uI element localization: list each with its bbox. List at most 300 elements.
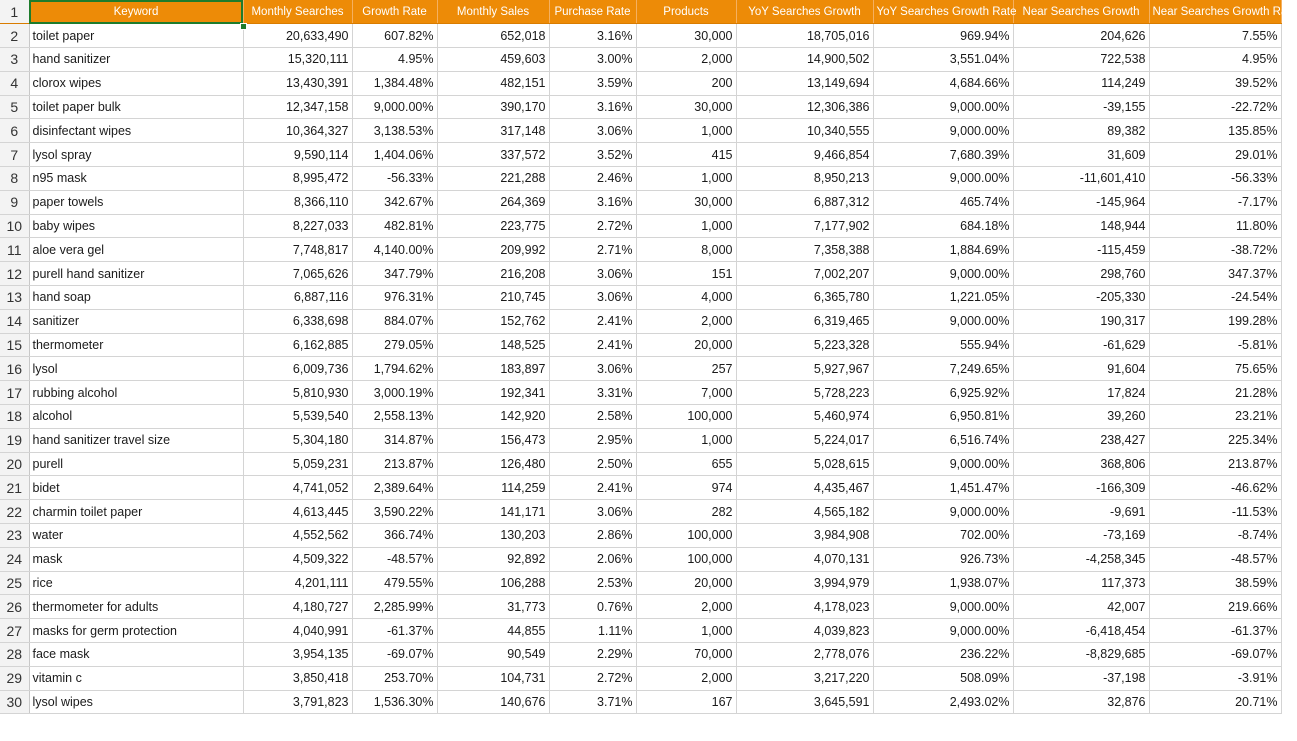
cell-growth-rate[interactable]: 482.81% bbox=[352, 214, 437, 238]
cell-yoy-searches-growth[interactable]: 6,319,465 bbox=[736, 309, 873, 333]
cell-near-searches-growth[interactable]: -9,691 bbox=[1013, 500, 1149, 524]
cell-yoy-searches-growth[interactable]: 6,887,312 bbox=[736, 190, 873, 214]
cell-growth-rate[interactable]: 2,558.13% bbox=[352, 405, 437, 429]
cell-keyword[interactable]: bidet bbox=[29, 476, 243, 500]
cell-yoy-searches-growth[interactable]: 5,927,967 bbox=[736, 357, 873, 381]
cell-keyword[interactable]: lysol wipes bbox=[29, 690, 243, 714]
row-number[interactable]: 24 bbox=[0, 547, 29, 571]
header-monthly-searches[interactable]: Monthly Searches bbox=[243, 0, 352, 24]
cell-keyword[interactable]: toilet paper bbox=[29, 24, 243, 48]
cell-near-searches-growth-rate[interactable]: 7.55% bbox=[1149, 24, 1281, 48]
row-number[interactable]: 8 bbox=[0, 167, 29, 191]
row-number[interactable]: 1 bbox=[0, 0, 29, 24]
cell-growth-rate[interactable]: 253.70% bbox=[352, 666, 437, 690]
cell-products[interactable]: 2,000 bbox=[636, 666, 736, 690]
cell-near-searches-growth-rate[interactable]: 20.71% bbox=[1149, 690, 1281, 714]
row-number[interactable]: 6 bbox=[0, 119, 29, 143]
cell-near-searches-growth[interactable]: -145,964 bbox=[1013, 190, 1149, 214]
cell-yoy-searches-growth[interactable]: 12,306,386 bbox=[736, 95, 873, 119]
cell-near-searches-growth-rate[interactable]: 135.85% bbox=[1149, 119, 1281, 143]
cell-near-searches-growth-rate[interactable]: 199.28% bbox=[1149, 309, 1281, 333]
cell-purchase-rate[interactable]: 2.29% bbox=[549, 643, 636, 667]
cell-monthly-sales[interactable]: 152,762 bbox=[437, 309, 549, 333]
cell-monthly-searches[interactable]: 4,509,322 bbox=[243, 547, 352, 571]
row-number[interactable]: 17 bbox=[0, 381, 29, 405]
cell-products[interactable]: 974 bbox=[636, 476, 736, 500]
cell-keyword[interactable]: lysol spray bbox=[29, 143, 243, 167]
cell-monthly-searches[interactable]: 6,338,698 bbox=[243, 309, 352, 333]
cell-products[interactable]: 20,000 bbox=[636, 333, 736, 357]
cell-monthly-searches[interactable]: 4,201,111 bbox=[243, 571, 352, 595]
cell-growth-rate[interactable]: 1,384.48% bbox=[352, 71, 437, 95]
cell-monthly-sales[interactable]: 183,897 bbox=[437, 357, 549, 381]
cell-products[interactable]: 257 bbox=[636, 357, 736, 381]
cell-yoy-searches-growth-rate[interactable]: 9,000.00% bbox=[873, 95, 1013, 119]
cell-monthly-searches[interactable]: 8,366,110 bbox=[243, 190, 352, 214]
cell-near-searches-growth-rate[interactable]: 75.65% bbox=[1149, 357, 1281, 381]
cell-keyword[interactable]: n95 mask bbox=[29, 167, 243, 191]
header-growth-rate[interactable]: Growth Rate bbox=[352, 0, 437, 24]
cell-near-searches-growth-rate[interactable]: -48.57% bbox=[1149, 547, 1281, 571]
cell-keyword[interactable]: thermometer bbox=[29, 333, 243, 357]
cell-purchase-rate[interactable]: 3.16% bbox=[549, 190, 636, 214]
cell-monthly-sales[interactable]: 114,259 bbox=[437, 476, 549, 500]
cell-monthly-sales[interactable]: 141,171 bbox=[437, 500, 549, 524]
cell-near-searches-growth[interactable]: -61,629 bbox=[1013, 333, 1149, 357]
cell-yoy-searches-growth[interactable]: 5,460,974 bbox=[736, 405, 873, 429]
cell-growth-rate[interactable]: 976.31% bbox=[352, 286, 437, 310]
cell-yoy-searches-growth-rate[interactable]: 9,000.00% bbox=[873, 452, 1013, 476]
row-number[interactable]: 10 bbox=[0, 214, 29, 238]
cell-near-searches-growth[interactable]: 238,427 bbox=[1013, 428, 1149, 452]
cell-products[interactable]: 30,000 bbox=[636, 95, 736, 119]
cell-near-searches-growth[interactable]: 91,604 bbox=[1013, 357, 1149, 381]
cell-keyword[interactable]: rubbing alcohol bbox=[29, 381, 243, 405]
cell-monthly-searches[interactable]: 12,347,158 bbox=[243, 95, 352, 119]
cell-monthly-searches[interactable]: 4,741,052 bbox=[243, 476, 352, 500]
cell-monthly-sales[interactable]: 652,018 bbox=[437, 24, 549, 48]
cell-monthly-searches[interactable]: 13,430,391 bbox=[243, 71, 352, 95]
row-number[interactable]: 26 bbox=[0, 595, 29, 619]
cell-purchase-rate[interactable]: 3.06% bbox=[549, 262, 636, 286]
cell-purchase-rate[interactable]: 0.76% bbox=[549, 595, 636, 619]
cell-products[interactable]: 2,000 bbox=[636, 309, 736, 333]
cell-near-searches-growth[interactable]: -205,330 bbox=[1013, 286, 1149, 310]
cell-monthly-searches[interactable]: 20,633,490 bbox=[243, 24, 352, 48]
cell-keyword[interactable]: hand sanitizer bbox=[29, 48, 243, 72]
cell-yoy-searches-growth-rate[interactable]: 969.94% bbox=[873, 24, 1013, 48]
cell-products[interactable]: 4,000 bbox=[636, 286, 736, 310]
cell-monthly-sales[interactable]: 31,773 bbox=[437, 595, 549, 619]
cell-monthly-sales[interactable]: 390,170 bbox=[437, 95, 549, 119]
cell-products[interactable]: 30,000 bbox=[636, 24, 736, 48]
cell-keyword[interactable]: water bbox=[29, 524, 243, 548]
cell-monthly-sales[interactable]: 104,731 bbox=[437, 666, 549, 690]
header-purchase-rate[interactable]: Purchase Rate bbox=[549, 0, 636, 24]
cell-near-searches-growth[interactable]: 722,538 bbox=[1013, 48, 1149, 72]
cell-monthly-searches[interactable]: 3,954,135 bbox=[243, 643, 352, 667]
cell-yoy-searches-growth-rate[interactable]: 555.94% bbox=[873, 333, 1013, 357]
cell-yoy-searches-growth[interactable]: 3,217,220 bbox=[736, 666, 873, 690]
cell-monthly-sales[interactable]: 192,341 bbox=[437, 381, 549, 405]
cell-near-searches-growth-rate[interactable]: 29.01% bbox=[1149, 143, 1281, 167]
cell-growth-rate[interactable]: 279.05% bbox=[352, 333, 437, 357]
cell-monthly-sales[interactable]: 209,992 bbox=[437, 238, 549, 262]
row-number[interactable]: 15 bbox=[0, 333, 29, 357]
cell-near-searches-growth-rate[interactable]: -11.53% bbox=[1149, 500, 1281, 524]
cell-purchase-rate[interactable]: 3.00% bbox=[549, 48, 636, 72]
cell-monthly-searches[interactable]: 7,065,626 bbox=[243, 262, 352, 286]
cell-yoy-searches-growth[interactable]: 5,224,017 bbox=[736, 428, 873, 452]
row-number[interactable]: 3 bbox=[0, 48, 29, 72]
cell-keyword[interactable]: vitamin c bbox=[29, 666, 243, 690]
cell-monthly-searches[interactable]: 3,850,418 bbox=[243, 666, 352, 690]
cell-near-searches-growth[interactable]: -8,829,685 bbox=[1013, 643, 1149, 667]
cell-monthly-searches[interactable]: 5,059,231 bbox=[243, 452, 352, 476]
cell-keyword[interactable]: lysol bbox=[29, 357, 243, 381]
cell-purchase-rate[interactable]: 3.16% bbox=[549, 95, 636, 119]
cell-monthly-searches[interactable]: 6,009,736 bbox=[243, 357, 352, 381]
cell-monthly-searches[interactable]: 15,320,111 bbox=[243, 48, 352, 72]
cell-near-searches-growth[interactable]: -39,155 bbox=[1013, 95, 1149, 119]
cell-near-searches-growth[interactable]: 148,944 bbox=[1013, 214, 1149, 238]
cell-monthly-searches[interactable]: 6,887,116 bbox=[243, 286, 352, 310]
cell-products[interactable]: 282 bbox=[636, 500, 736, 524]
row-number[interactable]: 7 bbox=[0, 143, 29, 167]
row-number[interactable]: 5 bbox=[0, 95, 29, 119]
cell-purchase-rate[interactable]: 2.50% bbox=[549, 452, 636, 476]
cell-purchase-rate[interactable]: 2.53% bbox=[549, 571, 636, 595]
cell-near-searches-growth[interactable]: -6,418,454 bbox=[1013, 619, 1149, 643]
cell-monthly-searches[interactable]: 9,590,114 bbox=[243, 143, 352, 167]
cell-yoy-searches-growth-rate[interactable]: 508.09% bbox=[873, 666, 1013, 690]
cell-growth-rate[interactable]: -61.37% bbox=[352, 619, 437, 643]
cell-near-searches-growth-rate[interactable]: 219.66% bbox=[1149, 595, 1281, 619]
cell-near-searches-growth[interactable]: 114,249 bbox=[1013, 71, 1149, 95]
cell-purchase-rate[interactable]: 2.86% bbox=[549, 524, 636, 548]
cell-yoy-searches-growth-rate[interactable]: 6,925.92% bbox=[873, 381, 1013, 405]
cell-monthly-sales[interactable]: 210,745 bbox=[437, 286, 549, 310]
cell-yoy-searches-growth-rate[interactable]: 9,000.00% bbox=[873, 262, 1013, 286]
header-yoy-searches-growth-rate[interactable]: YoY Searches Growth Rate bbox=[873, 0, 1013, 24]
cell-yoy-searches-growth-rate[interactable]: 9,000.00% bbox=[873, 595, 1013, 619]
cell-purchase-rate[interactable]: 3.06% bbox=[549, 286, 636, 310]
cell-monthly-sales[interactable]: 216,208 bbox=[437, 262, 549, 286]
cell-growth-rate[interactable]: 479.55% bbox=[352, 571, 437, 595]
row-number[interactable]: 2 bbox=[0, 24, 29, 48]
cell-products[interactable]: 100,000 bbox=[636, 547, 736, 571]
row-number[interactable]: 11 bbox=[0, 238, 29, 262]
cell-yoy-searches-growth[interactable]: 7,358,388 bbox=[736, 238, 873, 262]
cell-purchase-rate[interactable]: 3.16% bbox=[549, 24, 636, 48]
row-number[interactable]: 9 bbox=[0, 190, 29, 214]
cell-keyword[interactable]: masks for germ protection bbox=[29, 619, 243, 643]
cell-near-searches-growth[interactable]: 298,760 bbox=[1013, 262, 1149, 286]
cell-yoy-searches-growth-rate[interactable]: 236.22% bbox=[873, 643, 1013, 667]
cell-growth-rate[interactable]: -69.07% bbox=[352, 643, 437, 667]
cell-products[interactable]: 7,000 bbox=[636, 381, 736, 405]
cell-near-searches-growth-rate[interactable]: -5.81% bbox=[1149, 333, 1281, 357]
cell-near-searches-growth[interactable]: 190,317 bbox=[1013, 309, 1149, 333]
cell-monthly-sales[interactable]: 90,549 bbox=[437, 643, 549, 667]
cell-growth-rate[interactable]: 342.67% bbox=[352, 190, 437, 214]
cell-keyword[interactable]: thermometer for adults bbox=[29, 595, 243, 619]
cell-yoy-searches-growth[interactable]: 2,778,076 bbox=[736, 643, 873, 667]
cell-yoy-searches-growth[interactable]: 4,435,467 bbox=[736, 476, 873, 500]
cell-keyword[interactable]: face mask bbox=[29, 643, 243, 667]
cell-keyword[interactable]: disinfectant wipes bbox=[29, 119, 243, 143]
cell-products[interactable]: 2,000 bbox=[636, 595, 736, 619]
cell-products[interactable]: 200 bbox=[636, 71, 736, 95]
cell-products[interactable]: 100,000 bbox=[636, 405, 736, 429]
cell-near-searches-growth[interactable]: 89,382 bbox=[1013, 119, 1149, 143]
cell-yoy-searches-growth[interactable]: 3,984,908 bbox=[736, 524, 873, 548]
cell-products[interactable]: 70,000 bbox=[636, 643, 736, 667]
cell-purchase-rate[interactable]: 2.95% bbox=[549, 428, 636, 452]
cell-growth-rate[interactable]: 1,536.30% bbox=[352, 690, 437, 714]
cell-monthly-sales[interactable]: 142,920 bbox=[437, 405, 549, 429]
header-yoy-searches-growth[interactable]: YoY Searches Growth bbox=[736, 0, 873, 24]
cell-products[interactable]: 2,000 bbox=[636, 48, 736, 72]
cell-yoy-searches-growth[interactable]: 7,002,207 bbox=[736, 262, 873, 286]
cell-monthly-searches[interactable]: 6,162,885 bbox=[243, 333, 352, 357]
cell-monthly-searches[interactable]: 5,539,540 bbox=[243, 405, 352, 429]
row-number[interactable]: 22 bbox=[0, 500, 29, 524]
cell-products[interactable]: 1,000 bbox=[636, 167, 736, 191]
header-near-searches-growth[interactable]: Near Searches Growth bbox=[1013, 0, 1149, 24]
cell-growth-rate[interactable]: 1,404.06% bbox=[352, 143, 437, 167]
cell-monthly-sales[interactable]: 92,892 bbox=[437, 547, 549, 571]
cell-products[interactable]: 30,000 bbox=[636, 190, 736, 214]
cell-purchase-rate[interactable]: 2.72% bbox=[549, 666, 636, 690]
cell-products[interactable]: 151 bbox=[636, 262, 736, 286]
cell-near-searches-growth[interactable]: 32,876 bbox=[1013, 690, 1149, 714]
header-near-searches-growth-rate[interactable]: Near Searches Growth Rate bbox=[1149, 0, 1281, 24]
cell-yoy-searches-growth[interactable]: 3,994,979 bbox=[736, 571, 873, 595]
cell-keyword[interactable]: baby wipes bbox=[29, 214, 243, 238]
cell-monthly-searches[interactable]: 4,180,727 bbox=[243, 595, 352, 619]
cell-monthly-searches[interactable]: 10,364,327 bbox=[243, 119, 352, 143]
cell-near-searches-growth-rate[interactable]: 11.80% bbox=[1149, 214, 1281, 238]
cell-yoy-searches-growth-rate[interactable]: 4,684.66% bbox=[873, 71, 1013, 95]
cell-growth-rate[interactable]: 1,794.62% bbox=[352, 357, 437, 381]
cell-near-searches-growth-rate[interactable]: 225.34% bbox=[1149, 428, 1281, 452]
cell-yoy-searches-growth-rate[interactable]: 702.00% bbox=[873, 524, 1013, 548]
cell-yoy-searches-growth[interactable]: 6,365,780 bbox=[736, 286, 873, 310]
cell-products[interactable]: 655 bbox=[636, 452, 736, 476]
cell-growth-rate[interactable]: 4.95% bbox=[352, 48, 437, 72]
cell-growth-rate[interactable]: -48.57% bbox=[352, 547, 437, 571]
cell-near-searches-growth-rate[interactable]: 23.21% bbox=[1149, 405, 1281, 429]
cell-growth-rate[interactable]: 607.82% bbox=[352, 24, 437, 48]
cell-yoy-searches-growth-rate[interactable]: 1,884.69% bbox=[873, 238, 1013, 262]
cell-purchase-rate[interactable]: 2.58% bbox=[549, 405, 636, 429]
cell-keyword[interactable]: mask bbox=[29, 547, 243, 571]
cell-near-searches-growth-rate[interactable]: 347.37% bbox=[1149, 262, 1281, 286]
cell-keyword[interactable]: aloe vera gel bbox=[29, 238, 243, 262]
cell-purchase-rate[interactable]: 3.52% bbox=[549, 143, 636, 167]
cell-yoy-searches-growth-rate[interactable]: 684.18% bbox=[873, 214, 1013, 238]
cell-near-searches-growth[interactable]: -11,601,410 bbox=[1013, 167, 1149, 191]
cell-purchase-rate[interactable]: 2.71% bbox=[549, 238, 636, 262]
cell-near-searches-growth[interactable]: 117,373 bbox=[1013, 571, 1149, 595]
cell-near-searches-growth-rate[interactable]: -24.54% bbox=[1149, 286, 1281, 310]
cell-monthly-sales[interactable]: 264,369 bbox=[437, 190, 549, 214]
cell-near-searches-growth-rate[interactable]: 4.95% bbox=[1149, 48, 1281, 72]
cell-yoy-searches-growth-rate[interactable]: 2,493.02% bbox=[873, 690, 1013, 714]
cell-yoy-searches-growth[interactable]: 8,950,213 bbox=[736, 167, 873, 191]
cell-yoy-searches-growth[interactable]: 18,705,016 bbox=[736, 24, 873, 48]
cell-monthly-sales[interactable]: 459,603 bbox=[437, 48, 549, 72]
cell-near-searches-growth[interactable]: -4,258,345 bbox=[1013, 547, 1149, 571]
cell-keyword[interactable]: purell bbox=[29, 452, 243, 476]
row-number[interactable]: 4 bbox=[0, 71, 29, 95]
cell-growth-rate[interactable]: 3,590.22% bbox=[352, 500, 437, 524]
cell-growth-rate[interactable]: 314.87% bbox=[352, 428, 437, 452]
cell-products[interactable]: 1,000 bbox=[636, 619, 736, 643]
cell-monthly-searches[interactable]: 7,748,817 bbox=[243, 238, 352, 262]
cell-near-searches-growth-rate[interactable]: 38.59% bbox=[1149, 571, 1281, 595]
cell-growth-rate[interactable]: 3,138.53% bbox=[352, 119, 437, 143]
cell-monthly-sales[interactable]: 482,151 bbox=[437, 71, 549, 95]
cell-purchase-rate[interactable]: 3.06% bbox=[549, 500, 636, 524]
row-number[interactable]: 23 bbox=[0, 524, 29, 548]
cell-yoy-searches-growth-rate[interactable]: 1,451.47% bbox=[873, 476, 1013, 500]
header-monthly-sales[interactable]: Monthly Sales bbox=[437, 0, 549, 24]
cell-near-searches-growth[interactable]: 39,260 bbox=[1013, 405, 1149, 429]
cell-yoy-searches-growth[interactable]: 4,039,823 bbox=[736, 619, 873, 643]
cell-yoy-searches-growth[interactable]: 5,223,328 bbox=[736, 333, 873, 357]
cell-monthly-searches[interactable]: 8,227,033 bbox=[243, 214, 352, 238]
cell-yoy-searches-growth-rate[interactable]: 7,680.39% bbox=[873, 143, 1013, 167]
cell-monthly-sales[interactable]: 156,473 bbox=[437, 428, 549, 452]
cell-monthly-sales[interactable]: 130,203 bbox=[437, 524, 549, 548]
cell-yoy-searches-growth[interactable]: 4,178,023 bbox=[736, 595, 873, 619]
cell-growth-rate[interactable]: 2,285.99% bbox=[352, 595, 437, 619]
cell-monthly-searches[interactable]: 3,791,823 bbox=[243, 690, 352, 714]
cell-yoy-searches-growth[interactable]: 5,028,615 bbox=[736, 452, 873, 476]
cell-yoy-searches-growth-rate[interactable]: 9,000.00% bbox=[873, 119, 1013, 143]
cell-yoy-searches-growth-rate[interactable]: 9,000.00% bbox=[873, 167, 1013, 191]
cell-yoy-searches-growth[interactable]: 13,149,694 bbox=[736, 71, 873, 95]
cell-growth-rate[interactable]: 9,000.00% bbox=[352, 95, 437, 119]
cell-yoy-searches-growth-rate[interactable]: 9,000.00% bbox=[873, 619, 1013, 643]
cell-yoy-searches-growth[interactable]: 4,565,182 bbox=[736, 500, 873, 524]
cell-growth-rate[interactable]: 213.87% bbox=[352, 452, 437, 476]
cell-near-searches-growth[interactable]: 368,806 bbox=[1013, 452, 1149, 476]
cell-near-searches-growth[interactable]: 42,007 bbox=[1013, 595, 1149, 619]
cell-growth-rate[interactable]: 347.79% bbox=[352, 262, 437, 286]
cell-near-searches-growth[interactable]: -73,169 bbox=[1013, 524, 1149, 548]
cell-products[interactable]: 20,000 bbox=[636, 571, 736, 595]
cell-growth-rate[interactable]: 884.07% bbox=[352, 309, 437, 333]
cell-monthly-searches[interactable]: 5,304,180 bbox=[243, 428, 352, 452]
cell-monthly-searches[interactable]: 5,810,930 bbox=[243, 381, 352, 405]
cell-keyword[interactable]: toilet paper bulk bbox=[29, 95, 243, 119]
cell-monthly-sales[interactable]: 337,572 bbox=[437, 143, 549, 167]
cell-near-searches-growth-rate[interactable]: 21.28% bbox=[1149, 381, 1281, 405]
cell-keyword[interactable]: sanitizer bbox=[29, 309, 243, 333]
row-number[interactable]: 27 bbox=[0, 619, 29, 643]
cell-growth-rate[interactable]: -56.33% bbox=[352, 167, 437, 191]
cell-purchase-rate[interactable]: 2.72% bbox=[549, 214, 636, 238]
cell-monthly-searches[interactable]: 4,040,991 bbox=[243, 619, 352, 643]
row-number[interactable]: 21 bbox=[0, 476, 29, 500]
cell-monthly-sales[interactable]: 223,775 bbox=[437, 214, 549, 238]
cell-monthly-sales[interactable]: 148,525 bbox=[437, 333, 549, 357]
cell-purchase-rate[interactable]: 1.11% bbox=[549, 619, 636, 643]
cell-near-searches-growth-rate[interactable]: -8.74% bbox=[1149, 524, 1281, 548]
cell-monthly-sales[interactable]: 44,855 bbox=[437, 619, 549, 643]
cell-near-searches-growth-rate[interactable]: -46.62% bbox=[1149, 476, 1281, 500]
cell-products[interactable]: 415 bbox=[636, 143, 736, 167]
cell-keyword[interactable]: alcohol bbox=[29, 405, 243, 429]
cell-purchase-rate[interactable]: 3.06% bbox=[549, 119, 636, 143]
cell-yoy-searches-growth-rate[interactable]: 9,000.00% bbox=[873, 309, 1013, 333]
cell-products[interactable]: 8,000 bbox=[636, 238, 736, 262]
cell-growth-rate[interactable]: 2,389.64% bbox=[352, 476, 437, 500]
cell-purchase-rate[interactable]: 3.71% bbox=[549, 690, 636, 714]
cell-keyword[interactable]: paper towels bbox=[29, 190, 243, 214]
cell-purchase-rate[interactable]: 3.06% bbox=[549, 357, 636, 381]
fill-handle[interactable] bbox=[240, 23, 247, 30]
cell-yoy-searches-growth-rate[interactable]: 6,516.74% bbox=[873, 428, 1013, 452]
row-number[interactable]: 13 bbox=[0, 286, 29, 310]
cell-monthly-sales[interactable]: 126,480 bbox=[437, 452, 549, 476]
cell-purchase-rate[interactable]: 2.41% bbox=[549, 333, 636, 357]
cell-yoy-searches-growth[interactable]: 3,645,591 bbox=[736, 690, 873, 714]
row-number[interactable]: 25 bbox=[0, 571, 29, 595]
cell-products[interactable]: 167 bbox=[636, 690, 736, 714]
cell-near-searches-growth-rate[interactable]: 39.52% bbox=[1149, 71, 1281, 95]
row-number[interactable]: 20 bbox=[0, 452, 29, 476]
cell-yoy-searches-growth[interactable]: 10,340,555 bbox=[736, 119, 873, 143]
cell-keyword[interactable]: charmin toilet paper bbox=[29, 500, 243, 524]
header-keyword[interactable]: Keyword bbox=[29, 0, 243, 24]
cell-yoy-searches-growth[interactable]: 9,466,854 bbox=[736, 143, 873, 167]
cell-near-searches-growth-rate[interactable]: -7.17% bbox=[1149, 190, 1281, 214]
cell-near-searches-growth-rate[interactable]: -22.72% bbox=[1149, 95, 1281, 119]
cell-near-searches-growth[interactable]: -115,459 bbox=[1013, 238, 1149, 262]
cell-yoy-searches-growth-rate[interactable]: 465.74% bbox=[873, 190, 1013, 214]
cell-near-searches-growth-rate[interactable]: -38.72% bbox=[1149, 238, 1281, 262]
cell-growth-rate[interactable]: 4,140.00% bbox=[352, 238, 437, 262]
cell-monthly-sales[interactable]: 221,288 bbox=[437, 167, 549, 191]
cell-products[interactable]: 1,000 bbox=[636, 119, 736, 143]
cell-near-searches-growth[interactable]: -166,309 bbox=[1013, 476, 1149, 500]
cell-purchase-rate[interactable]: 2.06% bbox=[549, 547, 636, 571]
cell-yoy-searches-growth-rate[interactable]: 1,221.05% bbox=[873, 286, 1013, 310]
header-products[interactable]: Products bbox=[636, 0, 736, 24]
cell-products[interactable]: 1,000 bbox=[636, 214, 736, 238]
cell-yoy-searches-growth-rate[interactable]: 3,551.04% bbox=[873, 48, 1013, 72]
cell-monthly-sales[interactable]: 140,676 bbox=[437, 690, 549, 714]
row-number[interactable]: 19 bbox=[0, 428, 29, 452]
cell-near-searches-growth[interactable]: 31,609 bbox=[1013, 143, 1149, 167]
row-number[interactable]: 12 bbox=[0, 262, 29, 286]
cell-monthly-searches[interactable]: 4,552,562 bbox=[243, 524, 352, 548]
cell-near-searches-growth[interactable]: 204,626 bbox=[1013, 24, 1149, 48]
cell-yoy-searches-growth-rate[interactable]: 7,249.65% bbox=[873, 357, 1013, 381]
row-number[interactable]: 30 bbox=[0, 690, 29, 714]
cell-purchase-rate[interactable]: 3.31% bbox=[549, 381, 636, 405]
cell-yoy-searches-growth[interactable]: 7,177,902 bbox=[736, 214, 873, 238]
cell-keyword[interactable]: rice bbox=[29, 571, 243, 595]
row-number[interactable]: 28 bbox=[0, 643, 29, 667]
row-number[interactable]: 16 bbox=[0, 357, 29, 381]
cell-products[interactable]: 1,000 bbox=[636, 428, 736, 452]
cell-yoy-searches-growth-rate[interactable]: 1,938.07% bbox=[873, 571, 1013, 595]
